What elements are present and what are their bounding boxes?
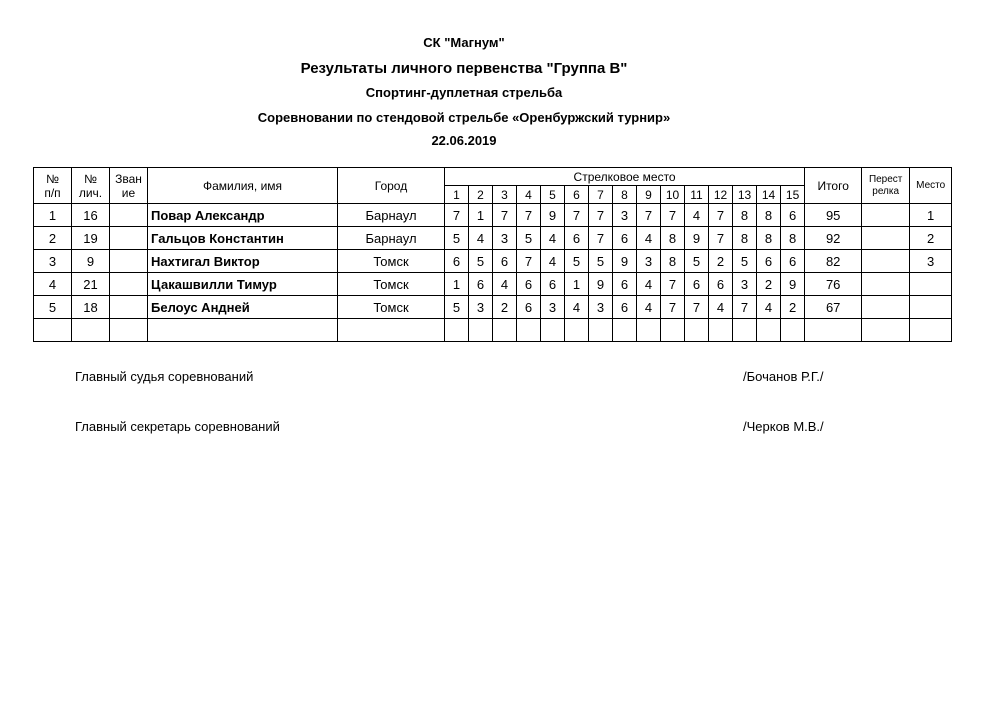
station-number-header: 5 [541, 186, 565, 204]
secretary-name: /Черков М.В./ [743, 419, 824, 434]
cell-score: 5 [517, 227, 541, 250]
cell-num: 1 [34, 204, 72, 227]
cell-score: 3 [541, 296, 565, 319]
cell-score: 5 [589, 250, 613, 273]
cell-score: 3 [637, 250, 661, 273]
cell-city: Томск [338, 273, 445, 296]
cell-total: 82 [805, 250, 862, 273]
header-stations: Стрелковое место [445, 168, 805, 186]
cell-score: 7 [517, 250, 541, 273]
cell-score: 6 [445, 250, 469, 273]
cell-score: 6 [757, 250, 781, 273]
discipline: Спортинг-дуплетная стрельба [365, 85, 563, 100]
cell-empty [781, 319, 805, 342]
station-number-header: 13 [733, 186, 757, 204]
cell-name: Повар Александр [148, 204, 338, 227]
cell-score: 6 [541, 273, 565, 296]
cell-empty [613, 319, 637, 342]
judge-name: /Бочанов Р.Г./ [743, 369, 824, 384]
header-shootoff: Перест релка [862, 168, 910, 204]
cell-score: 6 [517, 273, 541, 296]
cell-place [910, 273, 952, 296]
cell-place: 1 [910, 204, 952, 227]
cell-score: 4 [637, 296, 661, 319]
cell-score: 4 [637, 227, 661, 250]
cell-score: 5 [565, 250, 589, 273]
cell-shootoff [862, 296, 910, 319]
cell-num: 5 [34, 296, 72, 319]
cell-shootoff [862, 250, 910, 273]
cell-name: Нахтигал Виктор [148, 250, 338, 273]
cell-score: 3 [733, 273, 757, 296]
cell-empty [637, 319, 661, 342]
cell-shootoff [862, 227, 910, 250]
station-number-header: 9 [637, 186, 661, 204]
cell-name: Гальцов Константин [148, 227, 338, 250]
cell-city: Барнаул [338, 204, 445, 227]
cell-score: 9 [589, 273, 613, 296]
cell-score: 7 [445, 204, 469, 227]
cell-rank [110, 204, 148, 227]
cell-score: 6 [565, 227, 589, 250]
table-row [34, 227, 952, 250]
cell-score: 4 [541, 227, 565, 250]
cell-city: Томск [338, 296, 445, 319]
cell-score: 1 [565, 273, 589, 296]
cell-empty [805, 319, 862, 342]
cell-rank [110, 227, 148, 250]
cell-score: 7 [493, 204, 517, 227]
station-number-header: 1 [445, 186, 469, 204]
cell-score: 1 [469, 204, 493, 227]
cell-empty [34, 319, 72, 342]
header-rank: Зван ие [110, 168, 148, 204]
table-row [34, 296, 952, 319]
cell-score: 6 [613, 227, 637, 250]
cell-score: 7 [565, 204, 589, 227]
cell-empty [757, 319, 781, 342]
cell-city: Барнаул [338, 227, 445, 250]
cell-score: 7 [709, 227, 733, 250]
cell-empty [72, 319, 110, 342]
cell-score: 7 [637, 204, 661, 227]
cell-score: 6 [469, 273, 493, 296]
cell-empty [541, 319, 565, 342]
cell-empty [469, 319, 493, 342]
page-title: Результаты личного первенства "Группа В" [300, 60, 628, 77]
cell-score: 9 [541, 204, 565, 227]
cell-score: 7 [709, 204, 733, 227]
cell-score: 7 [517, 204, 541, 227]
cell-shootoff [862, 273, 910, 296]
cell-score: 7 [589, 227, 613, 250]
cell-score: 8 [661, 250, 685, 273]
cell-license: 18 [72, 296, 110, 319]
cell-place: 2 [910, 227, 952, 250]
cell-score: 7 [661, 296, 685, 319]
cell-num: 3 [34, 250, 72, 273]
cell-score: 4 [637, 273, 661, 296]
table-row [34, 204, 952, 227]
cell-score: 9 [781, 273, 805, 296]
cell-score: 6 [685, 273, 709, 296]
station-number-header: 6 [565, 186, 589, 204]
cell-score: 3 [493, 227, 517, 250]
station-number-header: 14 [757, 186, 781, 204]
cell-empty [661, 319, 685, 342]
cell-score: 7 [661, 204, 685, 227]
judge-label: Главный судья соревнований [75, 369, 254, 384]
competition-date: 22.06.2019 [431, 133, 497, 148]
cell-score: 1 [445, 273, 469, 296]
cell-num: 2 [34, 227, 72, 250]
cell-empty [493, 319, 517, 342]
cell-score: 7 [661, 273, 685, 296]
cell-score: 8 [757, 204, 781, 227]
station-number-header: 10 [661, 186, 685, 204]
cell-shootoff [862, 204, 910, 227]
header-name: Фамилия, имя [148, 168, 338, 204]
cell-place [910, 296, 952, 319]
cell-score: 5 [733, 250, 757, 273]
cell-empty [148, 319, 338, 342]
cell-score: 8 [733, 204, 757, 227]
cell-empty [685, 319, 709, 342]
cell-name: Белоус Андней [148, 296, 338, 319]
cell-num: 4 [34, 273, 72, 296]
cell-empty [110, 319, 148, 342]
cell-score: 4 [469, 227, 493, 250]
table-row-empty [34, 319, 952, 342]
club-name: СК "Магнум" [423, 35, 505, 50]
cell-score: 3 [469, 296, 493, 319]
cell-total: 76 [805, 273, 862, 296]
cell-place: 3 [910, 250, 952, 273]
cell-score: 8 [661, 227, 685, 250]
cell-rank [110, 273, 148, 296]
cell-score: 6 [781, 204, 805, 227]
cell-score: 2 [757, 273, 781, 296]
cell-score: 6 [781, 250, 805, 273]
header-city: Город [338, 168, 445, 204]
cell-license: 16 [72, 204, 110, 227]
cell-empty [733, 319, 757, 342]
header-license: № лич. [72, 168, 110, 204]
cell-empty [445, 319, 469, 342]
cell-rank [110, 296, 148, 319]
header-num: № п/п [34, 168, 72, 204]
cell-license: 21 [72, 273, 110, 296]
cell-score: 8 [781, 227, 805, 250]
cell-score: 7 [589, 204, 613, 227]
header-place: Место [910, 168, 952, 204]
cell-score: 4 [757, 296, 781, 319]
cell-score: 5 [445, 296, 469, 319]
cell-score: 5 [469, 250, 493, 273]
cell-license: 9 [72, 250, 110, 273]
cell-score: 4 [709, 296, 733, 319]
cell-score: 8 [757, 227, 781, 250]
cell-score: 3 [613, 204, 637, 227]
cell-score: 6 [493, 250, 517, 273]
station-number-header: 3 [493, 186, 517, 204]
cell-score: 9 [685, 227, 709, 250]
cell-empty [589, 319, 613, 342]
secretary-label: Главный секретарь соревнований [75, 419, 280, 434]
cell-score: 2 [781, 296, 805, 319]
station-number-header: 12 [709, 186, 733, 204]
cell-empty [565, 319, 589, 342]
cell-score: 4 [685, 204, 709, 227]
station-number-header: 2 [469, 186, 493, 204]
cell-total: 67 [805, 296, 862, 319]
table-row [34, 273, 952, 296]
table-row [34, 250, 952, 273]
cell-empty [338, 319, 445, 342]
results-table [33, 167, 952, 342]
station-number-header: 4 [517, 186, 541, 204]
cell-total: 92 [805, 227, 862, 250]
cell-score: 5 [685, 250, 709, 273]
cell-score: 4 [493, 273, 517, 296]
cell-score: 6 [613, 273, 637, 296]
station-number-header: 11 [685, 186, 709, 204]
cell-total: 95 [805, 204, 862, 227]
cell-score: 9 [613, 250, 637, 273]
cell-score: 7 [685, 296, 709, 319]
cell-score: 4 [541, 250, 565, 273]
cell-score: 7 [733, 296, 757, 319]
cell-score: 8 [733, 227, 757, 250]
cell-score: 6 [709, 273, 733, 296]
cell-score: 2 [709, 250, 733, 273]
cell-name: Цакашвилли Тимур [148, 273, 338, 296]
cell-empty [862, 319, 910, 342]
cell-empty [910, 319, 952, 342]
cell-license: 19 [72, 227, 110, 250]
competition-name: Соревновании по стендовой стрельбе «Оренбуржский турнир» [257, 110, 671, 125]
header-total: Итого [805, 168, 862, 204]
station-number-header: 8 [613, 186, 637, 204]
cell-score: 3 [589, 296, 613, 319]
cell-score: 6 [613, 296, 637, 319]
cell-rank [110, 250, 148, 273]
cell-city: Томск [338, 250, 445, 273]
cell-score: 2 [493, 296, 517, 319]
cell-empty [709, 319, 733, 342]
cell-score: 5 [445, 227, 469, 250]
station-number-header: 15 [781, 186, 805, 204]
station-number-header: 7 [589, 186, 613, 204]
cell-empty [517, 319, 541, 342]
cell-score: 4 [565, 296, 589, 319]
cell-score: 6 [517, 296, 541, 319]
